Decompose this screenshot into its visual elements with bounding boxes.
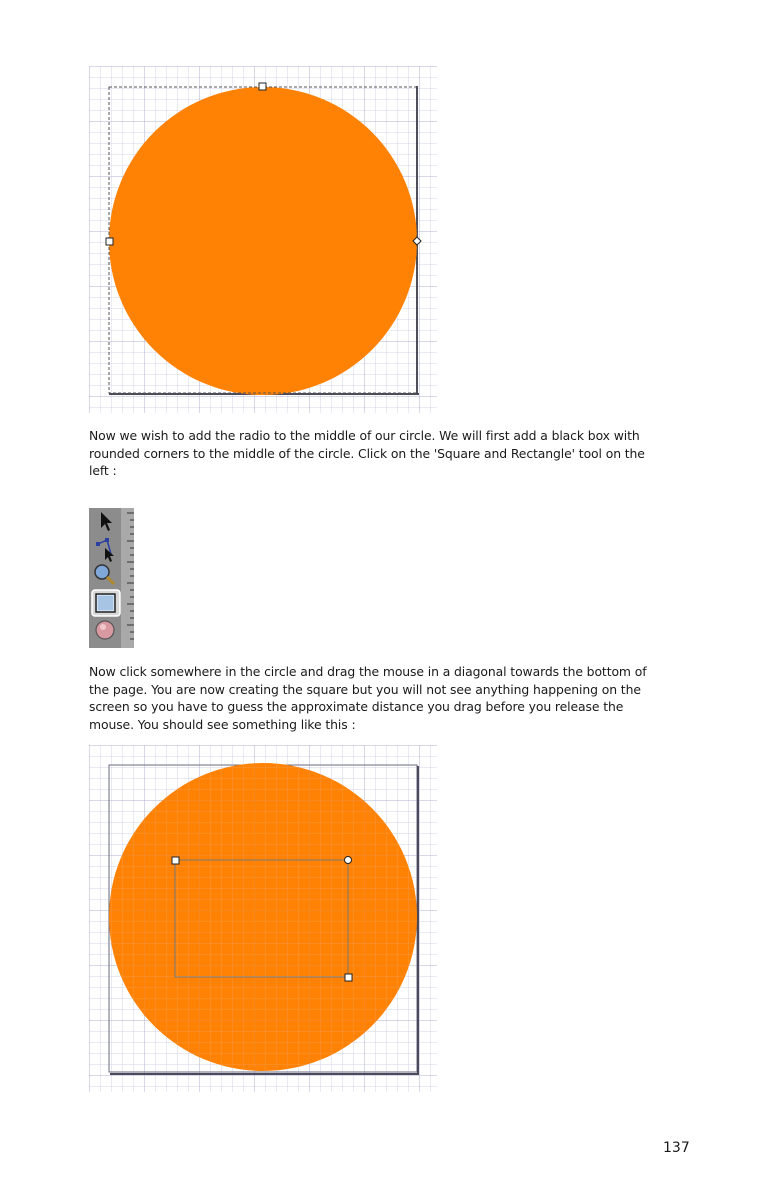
canvas-square-created [89, 745, 437, 1092]
paragraph-text: Now we wish to add the radio to the middle of our circle. We will first add a black box with rounded corners to the middle of the circle. Click on the 'Square and Rectangle' tool on the left : [89, 428, 645, 478]
paragraph-text: Now click somewhere in the circle and drag the mouse in a diagonal towards the bottom of the page. You are now creating the square but you will not see anything happening on the screen so you have to guess the approximate distance you drag before you release the mouse. You should see something like this : [89, 664, 647, 732]
figure-square-created [89, 745, 437, 1092]
resize-handle-left[interactable] [106, 238, 113, 245]
resize-handle-top-left[interactable] [172, 857, 179, 864]
orange-circle[interactable] [109, 87, 417, 395]
canvas-circle-selected [89, 66, 437, 413]
toolbox-strip [89, 508, 134, 648]
resize-handle-top[interactable] [259, 83, 266, 90]
rounding-handle[interactable] [345, 857, 352, 864]
rectangle-icon[interactable] [92, 590, 120, 616]
circle-icon[interactable] [96, 621, 114, 639]
resize-handle-bottom-right[interactable] [345, 974, 352, 981]
page-number: 137 [663, 1140, 690, 1156]
figure-circle-selected [89, 66, 437, 413]
instruction-paragraph-2 [89, 663, 664, 733]
toolbox-graphic [89, 508, 134, 648]
instruction-paragraph-1 [89, 427, 664, 480]
